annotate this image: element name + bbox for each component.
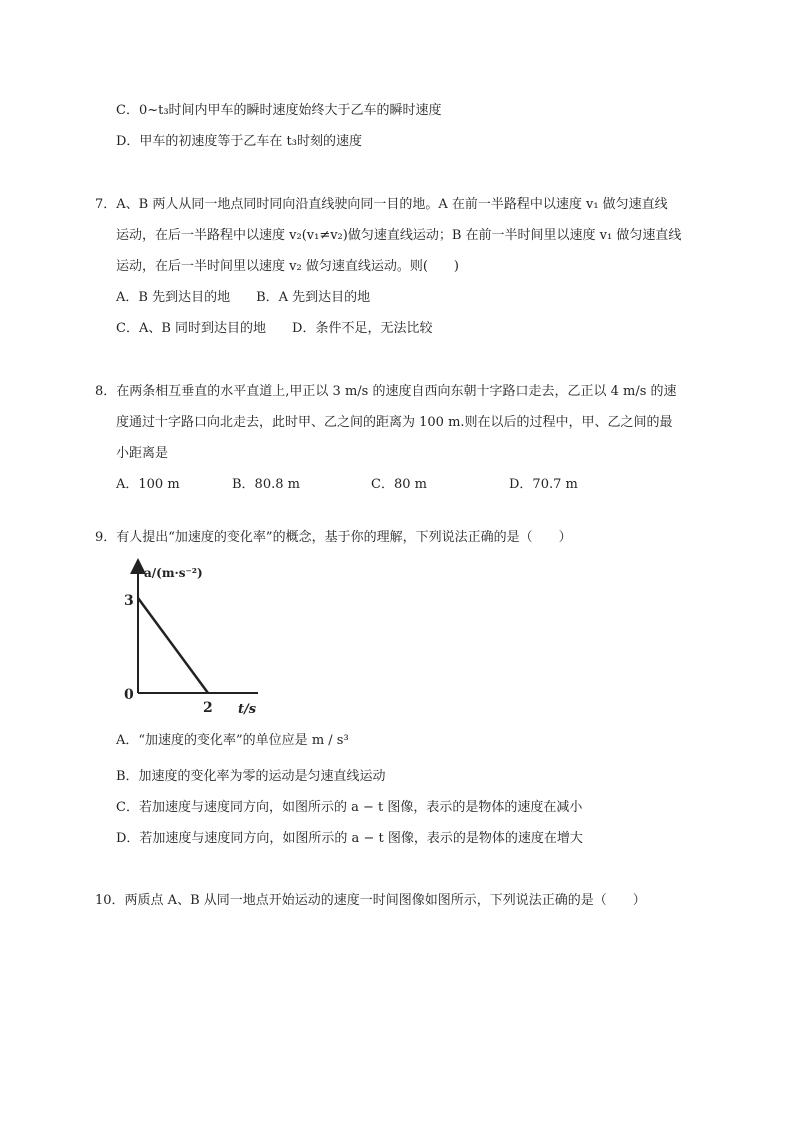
q9-option-a: A．“加速度的变化率”的单位应是 m / s³	[116, 733, 349, 748]
acceleration-time-graph	[126, 560, 266, 720]
q8-stem-line3: 小距离是	[116, 446, 169, 461]
q9-option-d: D．若加速度与速度同方向，如图所示的 a − t 图像，表示的是物体的速度在增大	[116, 831, 583, 846]
origin-label: 0	[124, 687, 134, 703]
q8-option-b: B．80.8 m	[232, 477, 300, 492]
x-axis-label: t/s	[238, 702, 257, 717]
y-tick-label: 3	[124, 593, 134, 609]
q9-option-b: B．加速度的变化率为零的运动是匀速直线运动	[116, 769, 386, 784]
graph-line	[138, 598, 208, 693]
q8-stem-line1: 8．在两条相互垂直的水平直道上,甲正以 3 m/s 的速度自西向东朝十字路口走去，乙正以 4 m/s 的速	[95, 384, 677, 399]
q7-options-ab: A．B 先到达目的地 B．A 先到达目的地	[116, 290, 371, 305]
q8-option-c: C．80 m	[371, 477, 427, 492]
q9-option-c: C．若加速度与速度同方向，如图所示的 a − t 图像，表示的是物体的速度在减小	[116, 800, 583, 815]
y-axis-label: a/(m·s⁻²)	[144, 566, 203, 580]
q7-stem-line2: 运动，在后一半路程中以速度 v₂(v₁≠v₂)做匀速直线运动；B 在前一半时间里以速度 v₁ 做匀速直线	[116, 228, 682, 243]
q7-stem-line3: 运动，在后一半时间里以速度 v₂ 做匀速直线运动。则( )	[116, 259, 459, 274]
q10-stem: 10．两质点 A、B 从同一地点开始运动的速度一时间图像如图所示，下列说法正确的是（ ）	[95, 893, 646, 908]
q9-stem: 9．有人提出“加速度的变化率”的概念，基于你的理解，下列说法正确的是（ ）	[95, 530, 572, 545]
q8-option-a: A．100 m	[116, 477, 180, 492]
q6-option-c: C．0~t₃时间内甲车的瞬时速度始终大于乙车的瞬时速度	[116, 103, 442, 118]
x-tick-label: 2	[203, 700, 213, 716]
q8-stem-line2: 度通过十字路口向北走去，此时甲、乙之间的距离为 100 m.则在以后的过程中，甲、乙之间的最	[116, 415, 673, 430]
q7-stem-line1: 7．A、B 两人从同一地点同时同向沿直线驶向同一目的地。A 在前一半路程中以速度 v₁ 做匀速直线	[95, 197, 668, 212]
q7-options-cd: C．A、B 同时到达目的地 D．条件不足，无法比较	[116, 321, 433, 336]
q8-option-d: D．70.7 m	[509, 477, 578, 492]
q6-option-d: D．甲车的初速度等于乙车在 t₃时刻的速度	[116, 134, 362, 149]
